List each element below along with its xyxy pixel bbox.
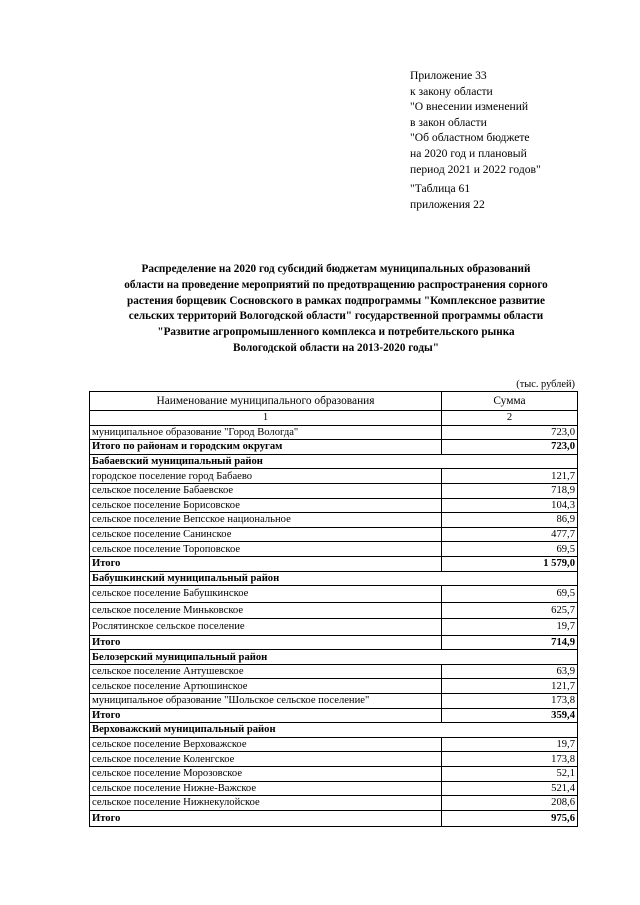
title-line: Вологодской области на 2013-2020 годы" [233, 341, 439, 354]
table-row [90, 766, 578, 781]
title-line: растения борщевик Сосновского в рамках подпрограммы "Комплексное развитие [127, 294, 545, 307]
row-name: сельское поселение Санинское [90, 527, 442, 542]
column-number-row [90, 411, 578, 426]
row-value: 173,8 [442, 694, 578, 709]
row-name: сельское поселение Вепсское национальное [90, 513, 442, 528]
table-row [90, 752, 578, 767]
table-row [90, 469, 578, 484]
row-name: сельское поселение Верховажское [90, 737, 442, 752]
annex-line: приложения 22 [410, 197, 485, 211]
table-row-district [90, 650, 578, 665]
header-sum: Сумма [442, 392, 578, 411]
header-name: Наименование муниципального образования [90, 392, 442, 411]
table-row [90, 542, 578, 557]
row-name: Итого по районам и городским округам [90, 440, 442, 455]
units-label: (тыс. рублей) [516, 379, 575, 390]
title-line: Распределение на 2020 год субсидий бюджетам муниципальных образований [141, 263, 531, 275]
annex-line: "Таблица 61 [410, 182, 471, 196]
row-name: Итого [90, 708, 442, 723]
row-value: 975,6 [442, 810, 578, 827]
table-row [90, 602, 578, 619]
row-name: сельское поселение Борисовское [90, 498, 442, 513]
table-row [90, 513, 578, 528]
table-row [90, 796, 578, 811]
row-value: 121,7 [442, 469, 578, 484]
column-number: 2 [442, 411, 578, 426]
table-row [90, 425, 578, 440]
row-value: 86,9 [442, 513, 578, 528]
table-row [90, 586, 578, 603]
title-line: сельских территорий Вологодской области" государственной программы области [128, 310, 544, 323]
annex-reference [410, 68, 610, 212]
row-name: сельское поселение Тороповское [90, 542, 442, 557]
table-row [90, 694, 578, 709]
row-value: 359,4 [442, 708, 578, 723]
table-row [90, 664, 578, 679]
annex-line: "Об областном бюджете [410, 131, 530, 145]
row-value: 19,7 [442, 737, 578, 752]
row-value: 718,9 [442, 483, 578, 498]
annex-line: на 2020 год и плановый [410, 146, 527, 160]
row-name: Белозерский муниципальный район [90, 650, 578, 665]
row-value: 19,7 [442, 619, 578, 636]
table-row [90, 483, 578, 498]
row-value: 208,6 [442, 796, 578, 811]
table-row [90, 737, 578, 752]
table-row [90, 619, 578, 636]
table-row-total [90, 810, 578, 827]
annex-line: Приложение 33 [410, 69, 487, 82]
table-row-total [90, 556, 578, 571]
row-value: 521,4 [442, 781, 578, 796]
row-value: 477,7 [442, 527, 578, 542]
row-name: сельское поселение Артюшинское [90, 679, 442, 694]
table-row-subtotal [90, 440, 578, 455]
row-value: 173,8 [442, 752, 578, 767]
row-name: сельское поселение Бабаевское [90, 483, 442, 498]
row-value: 52,1 [442, 766, 578, 781]
row-value: 625,7 [442, 602, 578, 619]
row-value: 1 579,0 [442, 556, 578, 571]
table-row-total [90, 708, 578, 723]
row-name: муниципальное образование "Город Вологда" [90, 425, 442, 440]
row-name: сельское поселение Нижне-Важское [90, 781, 442, 796]
table-row-district [90, 723, 578, 738]
column-number: 1 [90, 411, 442, 426]
row-value: 69,5 [442, 586, 578, 603]
row-name: Итого [90, 635, 442, 650]
table-row [90, 527, 578, 542]
row-value: 714,9 [442, 635, 578, 650]
table-row-district [90, 571, 578, 586]
row-value: 723,0 [442, 425, 578, 440]
row-name: Бабушкинский муниципальный район [90, 571, 578, 586]
table-row-district [90, 454, 578, 469]
annex-line: "О внесении изменений [410, 100, 529, 114]
row-value: 104,3 [442, 498, 578, 513]
row-name: сельское поселение Миньковское [90, 602, 442, 619]
row-name: Верховажский муниципальный район [90, 723, 578, 738]
row-value: 121,7 [442, 679, 578, 694]
row-name: сельское поселение Коленгское [90, 752, 442, 767]
row-name: муниципальное образование "Шольское сельское поселение" [90, 694, 442, 709]
row-name: городское поселение город Бабаево [90, 469, 442, 484]
row-name: Рослятинское сельское поселение [90, 619, 442, 636]
row-value: 723,0 [442, 440, 578, 455]
annex-line: к закону области [410, 84, 493, 98]
row-value: 69,5 [442, 542, 578, 557]
annex-line: период 2021 и 2022 годов" [410, 162, 541, 176]
row-value: 63,9 [442, 664, 578, 679]
table-row-total [90, 635, 578, 650]
row-name: Итого [90, 556, 442, 571]
subsidy-table [89, 391, 578, 827]
table-row [90, 781, 578, 796]
table-row [90, 679, 578, 694]
row-name: Итого [90, 810, 442, 827]
row-name: сельское поселение Нижнекулойское [90, 796, 442, 811]
table-header-row [90, 392, 578, 411]
row-name: Бабаевский муниципальный район [90, 454, 578, 469]
title-line: "Развитие агропромышленного комплекса и потребительского рынка [157, 326, 515, 339]
row-name: сельское поселение Антушевское [90, 664, 442, 679]
annex-line: в закон области [410, 115, 487, 129]
row-name: сельское поселение Морозовское [90, 766, 442, 781]
row-name: сельское поселение Бабушкинское [90, 586, 442, 603]
title-line: области на проведение мероприятий по предотвращению распространения сорного [124, 278, 548, 291]
table-row [90, 498, 578, 513]
document-title [70, 262, 602, 357]
